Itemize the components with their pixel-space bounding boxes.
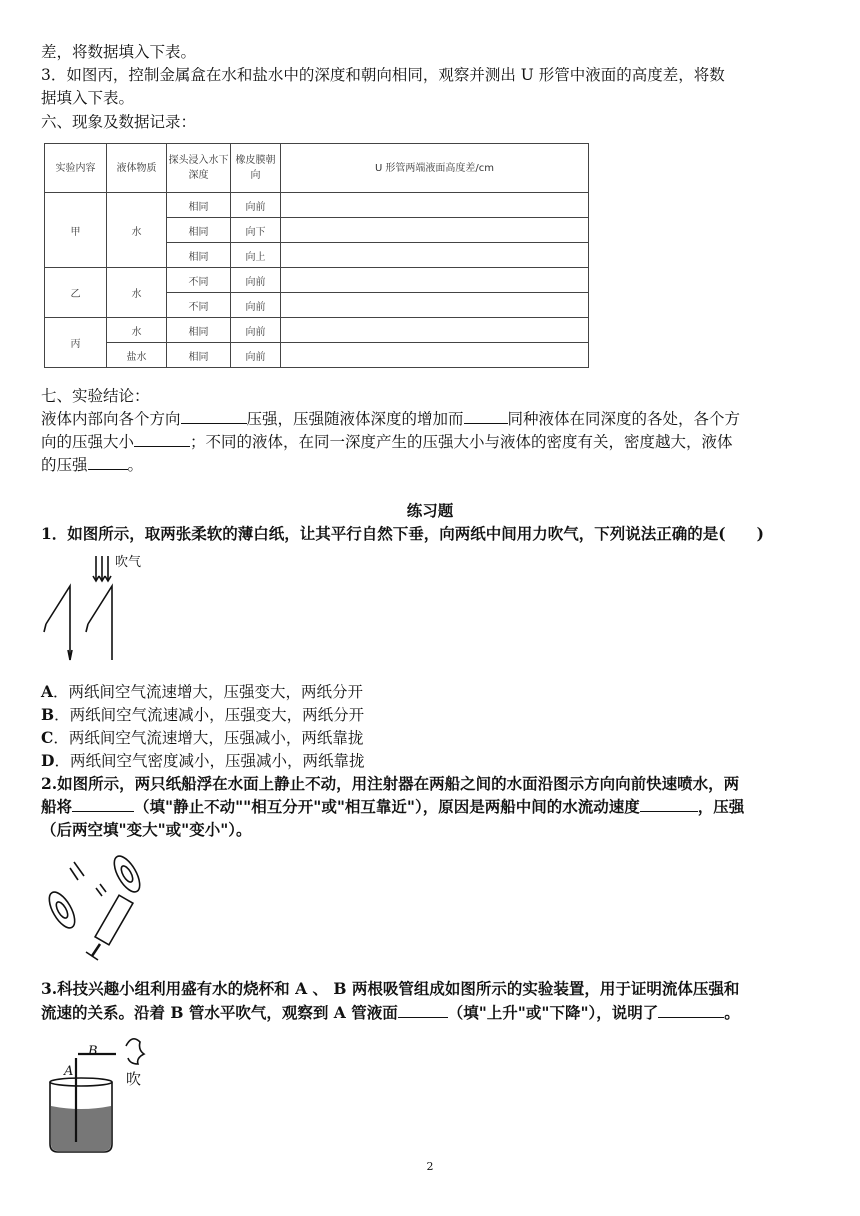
- text: 流速的关系。沿着 B 管水平吹气，观察到 A 管液面: [41, 1003, 398, 1022]
- table-header-row: [45, 144, 589, 193]
- text: 压强，压强随液体深度的增加而: [246, 410, 464, 428]
- text: （填"静止不动""相互分开"或"相互靠近"），原因是两船中间的水流动速度: [134, 797, 640, 816]
- text: 向的压强大小: [41, 433, 135, 451]
- text: （填"上升"或"下降"），说明了: [447, 1003, 659, 1022]
- answer-blank[interactable]: [640, 796, 698, 812]
- orient-cell: 向前: [231, 293, 281, 318]
- text: ，压强: [697, 797, 745, 816]
- table-row: [45, 343, 589, 368]
- q1-option-b[interactable]: [41, 703, 364, 727]
- liquid-cell: 水: [107, 193, 167, 268]
- blow-label: 吹: [126, 1070, 142, 1088]
- height-diff-cell[interactable]: [281, 293, 589, 318]
- conclusion-line-1: [41, 408, 740, 431]
- option-letter: D: [41, 751, 55, 770]
- table-header-cell: U 形管两端液面高度差/cm: [281, 144, 589, 193]
- page-number: 2: [426, 1160, 434, 1173]
- option-text: ．两纸间空气流速减小，压强变大，两纸分开: [54, 706, 365, 724]
- option-letter: A: [41, 682, 54, 701]
- answer-blank[interactable]: [464, 408, 508, 424]
- text: 同种液体在同深度的各处，各个方: [507, 410, 741, 428]
- depth-cell: 相同: [167, 193, 231, 218]
- table-header-cell: 橡皮膜朝向: [231, 144, 281, 193]
- step-3-line: 3．如图丙，控制金属盒在水和盐水中的深度和朝向相同，观察并测出 U 形管中液面的高度差，将数: [41, 66, 725, 84]
- table-header-cell: 液体物质: [107, 144, 167, 193]
- q2-line-1: 2.如图所示，两只纸船浮在水面上静止不动，用注射器在两船之间的水面沿图示方向向前快速喷水，两: [41, 774, 740, 793]
- table-header-cell: 实验内容: [45, 144, 107, 193]
- liquid-cell: 水: [107, 268, 167, 318]
- q1-option-c[interactable]: [41, 726, 363, 750]
- orient-cell: 向下: [231, 218, 281, 243]
- exercises-title: 练习题: [406, 501, 454, 520]
- text: 。: [724, 1003, 740, 1022]
- beaker-straw-figure: [40, 1030, 160, 1158]
- step-3-line-cont: 据填入下表。: [41, 89, 135, 107]
- q3-line-2: [41, 1001, 740, 1024]
- depth-cell: 不同: [167, 293, 231, 318]
- group-label: 乙: [45, 268, 107, 318]
- depth-cell: 相同: [167, 243, 231, 268]
- liquid-cell: 水: [107, 318, 167, 343]
- straw-a-label: A: [64, 1064, 74, 1079]
- height-diff-cell[interactable]: [281, 318, 589, 343]
- option-text: ．两纸间空气密度减小，压强减小，两纸靠拢: [54, 752, 365, 770]
- orient-cell: 向前: [231, 193, 281, 218]
- straw-b-label: B: [88, 1044, 98, 1059]
- table-row: [45, 268, 589, 293]
- conclusion-line-3: [41, 454, 143, 477]
- table-row: [45, 318, 589, 343]
- option-letter: B: [41, 705, 55, 724]
- q3-line-1: 3.科技兴趣小组利用盛有水的烧杯和 A 、 B 两根吸管组成如图所示的实验装置，用于证明流体压强和: [41, 979, 740, 998]
- text: 液体内部向各个方向: [41, 410, 181, 428]
- depth-cell: 相同: [167, 218, 231, 243]
- q2-line-3: （后两空填"变大"或"变小"）。: [41, 820, 252, 839]
- orient-cell: 向前: [231, 343, 281, 368]
- group-label: 甲: [45, 193, 107, 268]
- section-6-heading: 六、现象及数据记录：: [41, 113, 197, 131]
- depth-cell: 相同: [167, 318, 231, 343]
- fig1-blow-label: 吹气: [115, 555, 142, 570]
- answer-blank[interactable]: [88, 454, 128, 470]
- option-letter: C: [41, 728, 54, 747]
- height-diff-cell[interactable]: [281, 268, 589, 293]
- orient-cell: 向前: [231, 318, 281, 343]
- q1-option-d[interactable]: [41, 749, 364, 773]
- height-diff-cell[interactable]: [281, 343, 589, 368]
- table-row: [45, 193, 589, 218]
- text: 船将: [41, 797, 73, 816]
- q1-stem: 1．如图所示，取两张柔软的薄白纸，让其平行自然下垂，向两纸中间用力吹气，下列说法正确的是( ): [41, 524, 764, 543]
- option-text: ．两纸间空气流速增大，压强减小，两纸靠拢: [53, 729, 364, 747]
- data-table: [44, 143, 589, 368]
- q1-option-a[interactable]: [41, 680, 363, 704]
- height-diff-cell[interactable]: [281, 193, 589, 218]
- depth-cell: 不同: [167, 268, 231, 293]
- depth-cell: 相同: [167, 343, 231, 368]
- liquid-cell: 盐水: [107, 343, 167, 368]
- answer-blank[interactable]: [658, 1002, 724, 1018]
- height-diff-cell[interactable]: [281, 243, 589, 268]
- boats-syringe-figure: [40, 848, 150, 964]
- q2-line-2: [41, 795, 744, 818]
- option-text: ．两纸间空气流速增大，压强变大，两纸分开: [53, 683, 364, 701]
- height-diff-cell[interactable]: [281, 218, 589, 243]
- intro-line-1: 差，将数据填入下表。: [41, 43, 197, 61]
- text: ；不同的液体，在同一深度产生的压强大小与液体的密度有关，密度越大，液体: [190, 433, 733, 451]
- group-label: 丙: [45, 318, 107, 368]
- text: 的压强: [41, 456, 88, 474]
- table-header-cell: 探头浸入水下深度: [167, 144, 231, 193]
- section-7-heading: 七、实验结论：: [41, 387, 150, 405]
- answer-blank[interactable]: [398, 1002, 448, 1018]
- orient-cell: 向上: [231, 243, 281, 268]
- answer-blank[interactable]: [134, 431, 190, 447]
- conclusion-line-2: [41, 431, 733, 454]
- orient-cell: 向前: [231, 268, 281, 293]
- answer-blank[interactable]: [181, 408, 247, 424]
- answer-blank[interactable]: [72, 796, 134, 812]
- text: 。: [127, 456, 144, 474]
